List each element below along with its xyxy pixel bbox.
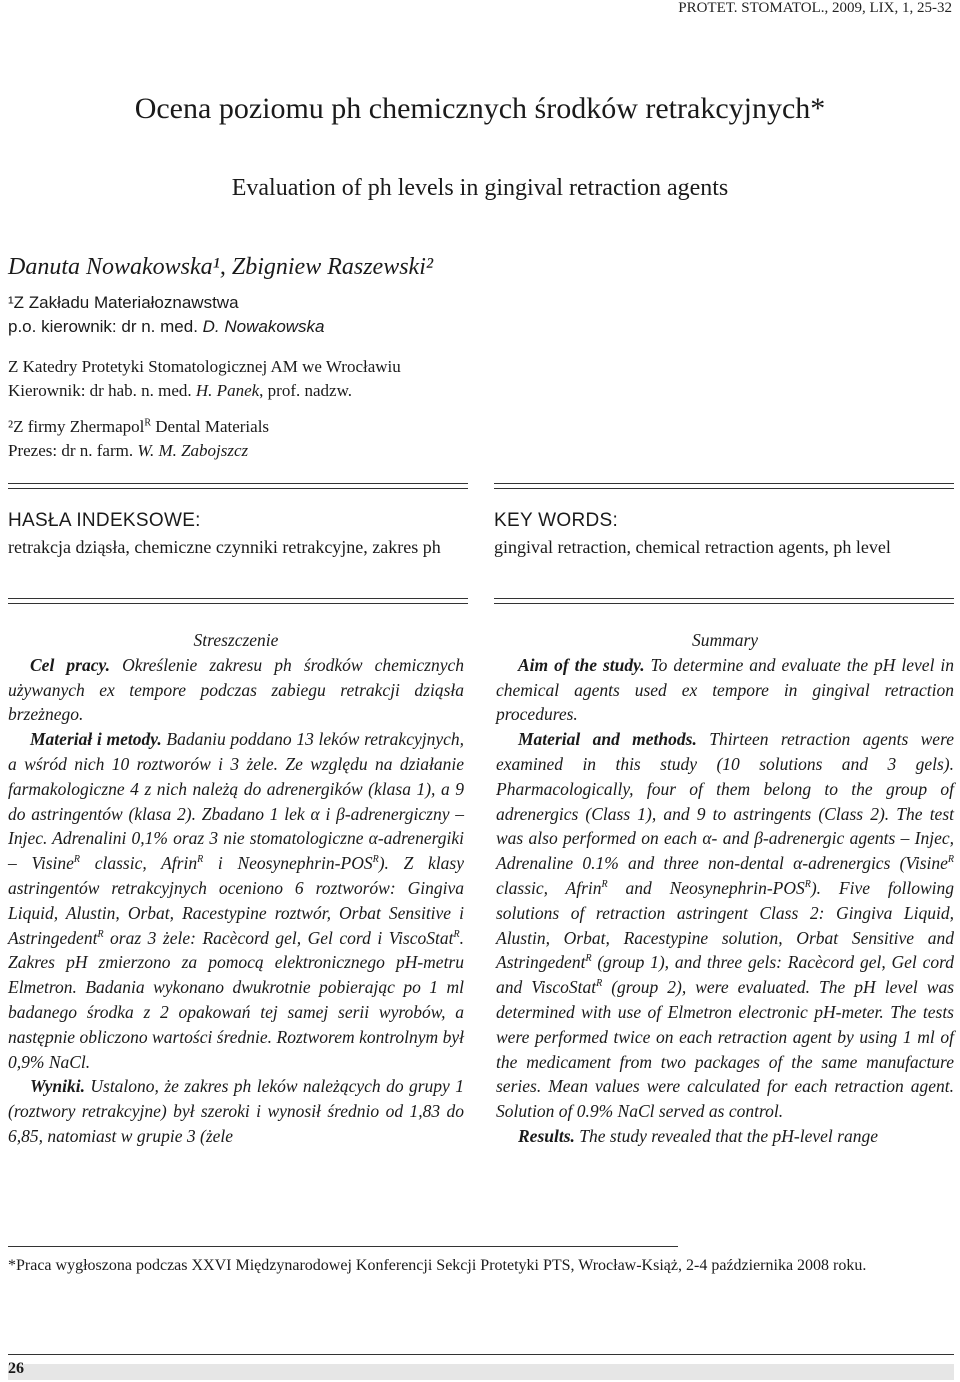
keywords-pl-heading: HASŁA INDEKSOWE: — [8, 510, 201, 531]
page-footer-bar — [8, 1364, 954, 1380]
authors: Danuta Nowakowska¹, Zbigniew Raszewski² — [8, 254, 434, 280]
divider — [8, 483, 468, 489]
divider — [494, 598, 954, 604]
page-number: 26 — [8, 1360, 24, 1377]
journal-citation: PROTET. STOMATOL., 2009, LIX, 1, 25-32 — [678, 0, 952, 16]
article-title: Ocena poziomu ph chemicznych środków retrakcyjnych* — [134, 92, 826, 125]
article-subtitle: Evaluation of ph levels in gingival retraction agents — [231, 175, 729, 201]
affiliation-head-2: Kierownik: dr hab. n. med. H. Panek, prof. nadzw. — [8, 381, 353, 400]
keywords-en-text: gingival retraction, chemical retraction agents, ph level — [494, 537, 891, 557]
registered-mark: R — [144, 417, 152, 429]
abstract-pl: Streszczenie Cel pracy. Określenie zakresu ph środków chemicznych używanych ex tempore podczas zabiegu retrakcji dziąsła brzeżnego. Materiał i metody. Badaniu poddano 13 leków retrakcyjnych, a wśród nich 10 roztworów i 3 żele. Ze względu na działanie farmakologiczne 4 z nich należą do adrenergików (klasa 1), a 9 do astringentów (klasa 2). Zbadano 1 lek α i β-adrenergiczny – Injec. Adrenalini 0,1% oraz 3 nie stomatologiczne α-adrenergiki – Visine$^R$ classic, Afrin$^R$ i Neosynephrin-$POS^R$). Z klasy astringentów retrakcyjnych oceniono 6 roztworów: Gingiva Liquid, Alustin, Orbat, Racestypine roztwór, Orbat Sensitive i Astringedent$^R$ oraz 3 żele: Racècord gel, Gel cord i ViscoStat$^R$. Zakres pH zmierzono za pomocą elektronicznego pH-metru Elmetron. Badania wykonano dwukrotnie pobierając po 1 ml badanego środka z 2 opakowań tej samej serii wyrobów, a następnie obliczono wartości średnie. Roztworem kontrolnym był 0,9% NaCl. Wyniki. Ustalono, że zakres ph leków należących do grupy 1 (roztwory retrakcyjne) był szeroki i wynosił średnio od 1,83 do 6,85, natomiast w grupie 3 (żele — [8, 630, 465, 1146]
keywords-en-heading: KEY WORDS: — [494, 510, 619, 531]
abstract-pl-heading: Streszczenie — [193, 630, 279, 650]
footnote: *Praca wygłoszona podczas XXVI Międzynarodowej Konferencji Sekcji Protetyki PTS, Wrocław-Książ, 2-4 października 2008 roku. — [8, 1257, 867, 1274]
divider — [494, 483, 954, 489]
abstract-en: Summary Aim of the study. To determine and evaluate the pH level in chemical agents used ex tempore in gingival retraction procedures. Material and methods. Thirteen retraction agents were examined in this study (10 solutions and 3 gels). Pharmacologically, four of them belong to the group of adrenergics (Class 1), and 9 to astringents (Class 2). The test was also performed on each α- and β-adrenergic agents – Injec, Adrenaline 0.1% and three non-dental α-adrenergics (Visine$^R$ classic, Afrin$^R$ and Neosynephrin-$POS^R$). Five following solutions of retraction astringent Class 2: Gingiva Liquid, Alustin, Orbat, Racestypine solution, Orbat Sensitive and Astringedent$^R$ (group 1), and three gels: Racècord gel, Gel cord and ViscoStat$^R$ (group 2), were evaluated. The pH level was determined with use of Elmetron electronic pH-meter. The tests were performed twice on each retraction agent by using 1 ml of the medicament from two packages of the same manufacture series. Mean values were calculated for each retraction agent. Solution of 0.9% NaCl served as control. Results. The study revealed that the pH-level range — [496, 630, 955, 1146]
affiliation-head-3: Prezes: dr n. farm. W. M. Zabojszcz — [8, 441, 249, 460]
affiliation-head-1: p.o. kierownik: dr n. med. D. Nowakowska — [8, 317, 325, 336]
keywords-pl-text: retrakcja dziąsła, chemiczne czynniki retrakcyjne, zakres ph — [8, 537, 441, 557]
affiliation-2: Z Katedry Protetyki Stomatologicznej AM we Wrocławiu — [8, 357, 401, 376]
divider — [8, 598, 468, 604]
abstract-en-heading: Summary — [691, 630, 759, 650]
affiliation-3: ²Z firmy Zhermapol$^R$ Dental Materials — [8, 417, 270, 436]
footnote-divider — [8, 1246, 678, 1247]
affiliation-1: ¹Z Zakładu Materiałoznawstwa — [8, 293, 239, 312]
page-footer-rule — [8, 1354, 954, 1355]
